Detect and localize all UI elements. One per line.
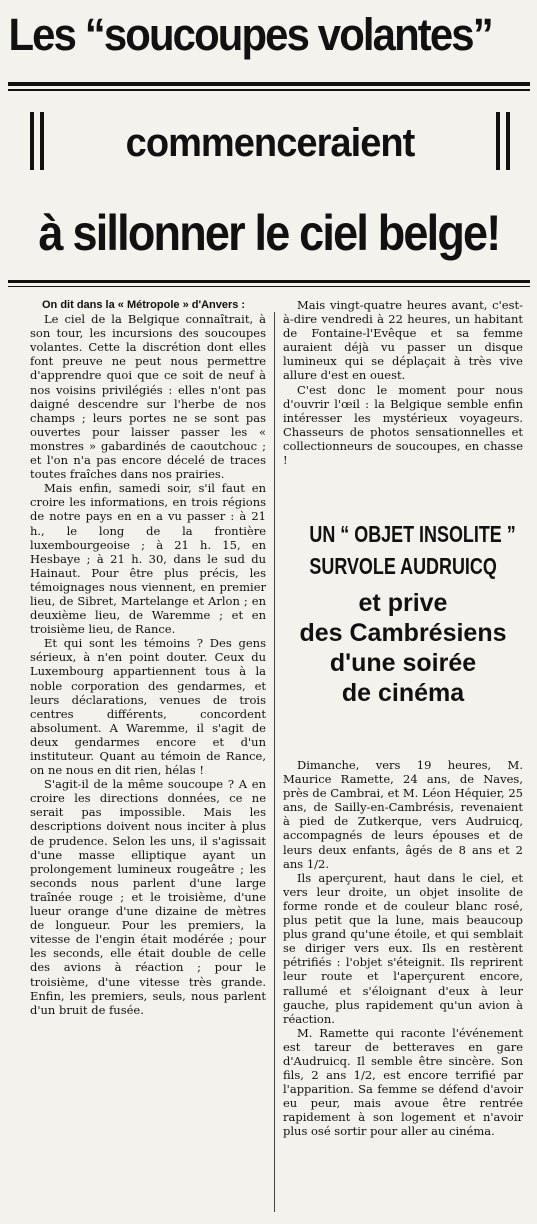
article-1-paragraph: Mais vingt-quatre heures avant, c'est-à-dire vendredi à 22 heures, un habitant de Fontaine-l'Evêque et sa femme auraient déjà vu passer un disque lumineux qui se déplaçait à très vive allure d'est en ouest.	[283, 298, 523, 383]
subheadline-line-5: d'une soirée	[329, 649, 477, 677]
article-1-intro: On dit dans la « Métropole » d'Anvers :	[42, 299, 246, 311]
article-2-body	[283, 758, 523, 1214]
article-1-column-1	[30, 298, 266, 1214]
right-bar-ornament	[496, 112, 510, 170]
headline-rule-bottom-thin	[8, 286, 530, 287]
subheadline-line-3: et prive	[358, 589, 448, 617]
article-1-column-2	[283, 298, 523, 500]
article-1-paragraph: Et qui sont les témoins ? Des gens sérieux, à n'en point douter. Ceux du Luxembourg appartiennent tous à la noble corporation des gendarmes, et leurs déclarations, venues de trois centres différents, concordent absolument. A Waremme, il s'agit de deux gendarmes encore et d'un instituteur. Quant au témoin de Rance, on ne nous en dit rien, hélas !	[30, 636, 266, 778]
column-divider	[274, 312, 275, 1212]
article-2-paragraph: Ils aperçurent, haut dans le ciel, et vers leur droite, un objet insolite de forme ronde et de couleur blanc rosé, plus petit que la lune, mais beaucoup plus grand qu'une étoile, et qui semblait se diriger vers eux. Ils en restèrent pétrifiés : l'objet s'éteignit. Ils reprirent leur route et l'aperçurent encore, rallumé et s'éloignant d'eux à leur gauche, plus rapidement qu'un avion à réaction.	[283, 870, 523, 1026]
headline-line-3: à sillonner le ciel belge!	[38, 205, 500, 261]
subheadline-line-2: SURVOLE AUDRUICQ	[309, 553, 497, 579]
headline-rule-top	[8, 82, 530, 86]
article-1-paragraph: C'est donc le moment pour nous d'ouvrir l'œil : la Belgique semble enfin intéresser les mystérieux voyageurs. Chasseurs de photos sensationnelles et collectionneurs de soucoupes, en chasse !	[283, 382, 523, 468]
article-2-paragraph: Dimanche, vers 19 heures, M. Maurice Ramette, 24 ans, de Naves, près de Cambrai, et M. Léon Héquier, 25 ans, de Sailly-en-Cambrésis, revenaient à pied de Zutkerque, vers Audruicq, accompagnés de leurs épouses et de leurs deux enfants, âgés de 8 ans et 2 ans 1/2.	[283, 758, 523, 871]
subheadline	[283, 518, 523, 708]
headline-rule-top-thin	[8, 89, 530, 91]
subheadline-line-1: UN “ OBJET INSOLITE ”	[309, 521, 516, 547]
headline-line-1: Les “soucoupes volantes”	[8, 9, 492, 60]
article-1-paragraph: S'agit-il de la même soucoupe ? A en croire les directions données, ce ne serait pas impossible. Mais les descriptions doivent nous inciter à plus de prudence. Selon les uns, il s'agissait d'une masse elliptique ayant un prolongement lumineux rougeâtre ; les seconds nous parlent d'une large traînée rouge ; et le troisième, d'une lueur orange d'une dizaine de mètres de longueur. Pour les premiers, la vitesse de l'engin était modérée ; pour les seconds, elle était double de celle des avions à réaction ; pour le troisième, d'une vitesse très grande. Enfin, les premiers, seuls, nous parlent d'un bruit de fusée.	[30, 777, 266, 1017]
article-1-paragraph: Mais enfin, samedi soir, s'il faut en croire les informations, en trois régions de notre pays en en a vu passer : à 21 h., le long de la frontière luxembourgeoise ; à 21 h. 15, en Hesbaye ; à 21 h. 30, dans le sud du Hainaut. Pour être plus précis, les témoignages nous viennent, en premier lieu, de Sibret, Martelange et Arlon ; en deuxième lieu, de Waremme ; et en troisième lieu, de Rance.	[30, 481, 266, 637]
headline-line-2: commenceraient	[125, 121, 415, 165]
left-bar-ornament	[30, 112, 44, 170]
subheadline-line-6: de cinéma	[341, 679, 465, 707]
headline-line-2-block	[30, 108, 510, 178]
subheadline-line-4: des Cambrésiens	[299, 619, 507, 647]
headline-rule-bottom	[8, 280, 530, 283]
article-2-paragraph: M. Ramette qui raconte l'événement est tareur de betteraves en gare d'Audruicq. Il semble être sincère. Son fils, 2 ans 1/2, est encore terrifié par l'apparition. Sa femme se défend d'avoir eu peur, mais avoue être rentrée rapidement à son logement et n'avoir plus osé sortir pour aller au cinéma.	[283, 1025, 523, 1139]
article-1-paragraph: Le ciel de la Belgique connaîtrait, à son tour, les incursions des soucoupes volantes. Cette la discrétion dont elles font preuve ne peut nous permettre d'apprendre quoi que ce soit de neuf à nos voisins privilégiés : elles n'ont pas daigné descendre sur l'herbe de nos champs ; leurs portes ne se sont pas ouvertes pour laisser passer les « monstres » gabardinés de caoutchouc ; et l'on n'a pas encore décelé de traces toutes fraîches dans nos prairies.	[30, 312, 266, 482]
